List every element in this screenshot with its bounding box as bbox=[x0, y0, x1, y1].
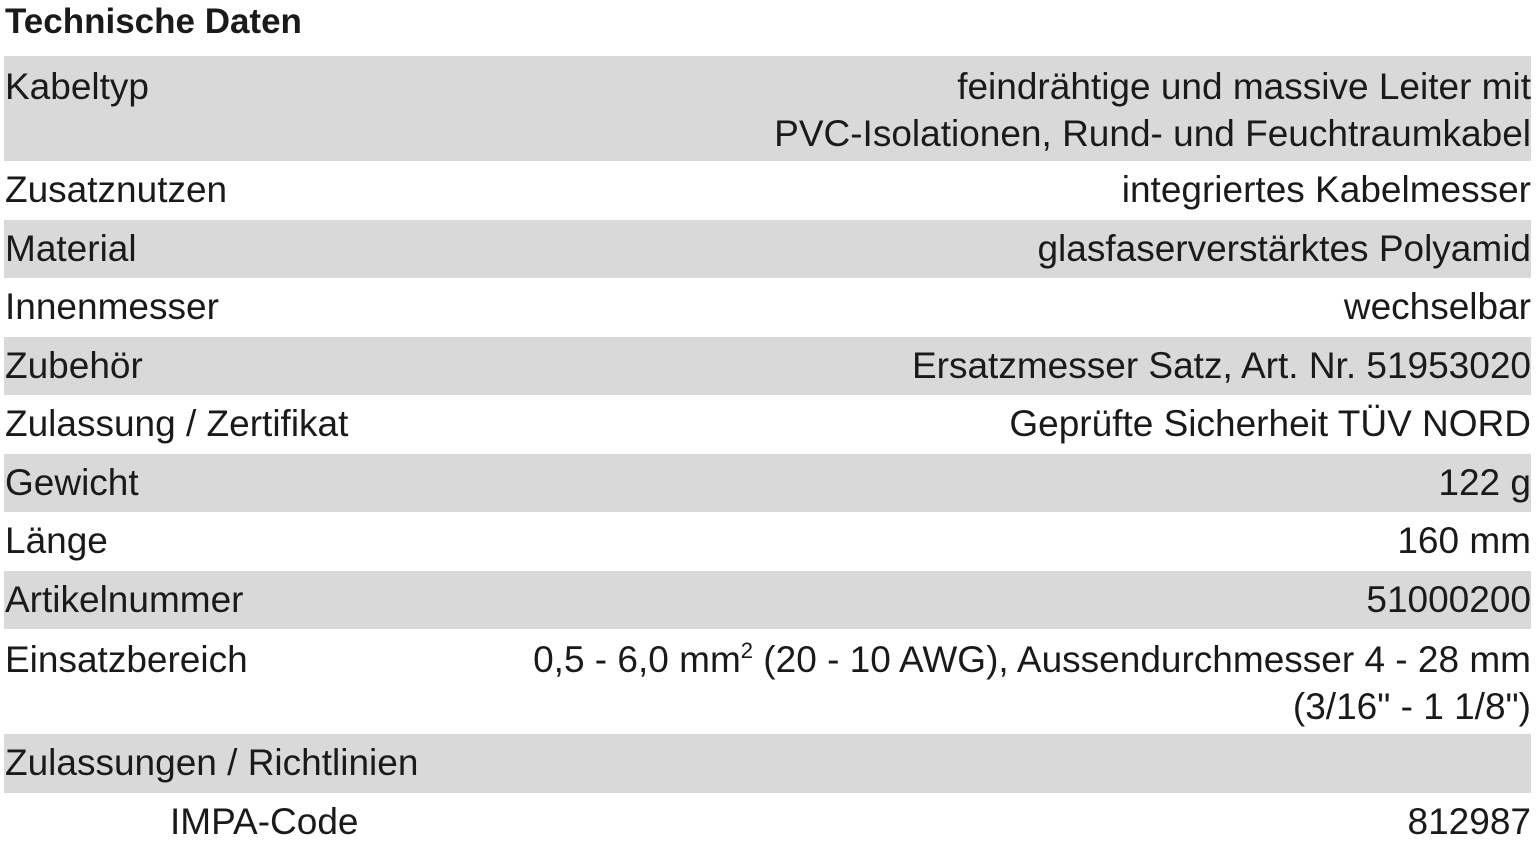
spec-value: glasfaserverstärktes Polyamid bbox=[1037, 227, 1531, 269]
spec-value: 812987 bbox=[1407, 800, 1531, 842]
spec-value: Ersatzmesser Satz, Art. Nr. 51953020 bbox=[911, 344, 1531, 386]
section-title: Technische Daten bbox=[5, 2, 302, 41]
spec-label: IMPA-Code bbox=[170, 800, 359, 842]
spec-row-gewicht bbox=[4, 454, 1531, 513]
spec-row-artikelnummer bbox=[4, 571, 1531, 630]
spec-row-kabeltyp bbox=[4, 56, 1531, 161]
spec-label: Artikelnummer bbox=[5, 578, 244, 620]
spec-row-zulassungen-richtlinien bbox=[4, 734, 1531, 793]
spec-row-impa-code bbox=[4, 793, 1531, 852]
spec-value-line-1: feindrähtige und massive Leiter mit bbox=[957, 66, 1531, 107]
spec-value: 122 g bbox=[1438, 461, 1531, 503]
spec-label: Zulassungen / Richtlinien bbox=[5, 742, 419, 783]
spec-label: Einsatzbereich bbox=[5, 639, 248, 680]
spec-label: Länge bbox=[5, 520, 108, 561]
spec-row-innenmesser bbox=[4, 278, 1531, 337]
spec-label: Material bbox=[5, 227, 137, 269]
spec-row-zusatznutzen bbox=[4, 161, 1531, 220]
spec-value-line-1 bbox=[248, 636, 1531, 683]
spec-label: Kabeltyp bbox=[5, 66, 149, 107]
spec-row-material bbox=[4, 220, 1531, 279]
spec-row-laenge bbox=[4, 512, 1531, 571]
spec-value: integriertes Kabelmesser bbox=[1121, 169, 1531, 210]
spec-value: 160 mm bbox=[1397, 520, 1531, 561]
spec-value bbox=[149, 63, 1531, 157]
spec-label: Zulassung / Zertifikat bbox=[5, 403, 349, 444]
spec-label: Zusatznutzen bbox=[5, 169, 228, 210]
spec-value-line-2: (3/16" - 1 1/8") bbox=[1292, 686, 1531, 727]
spec-value: 51000200 bbox=[1366, 578, 1531, 620]
specs-table bbox=[4, 56, 1531, 851]
spec-label: Zubehör bbox=[5, 344, 143, 386]
spec-row-zubehoer bbox=[4, 337, 1531, 396]
superscript-two: 2 bbox=[740, 638, 754, 663]
spec-value bbox=[248, 636, 1531, 730]
spec-label: Gewicht bbox=[5, 461, 139, 503]
spec-value: Geprüfte Sicherheit TÜV NORD bbox=[1009, 403, 1531, 444]
spec-value: wechselbar bbox=[1343, 286, 1531, 327]
spec-row-zulassung-zertifikat bbox=[4, 395, 1531, 454]
spec-value-post: (20 - 10 AWG), Aussendurchmesser 4 - 28 mm bbox=[753, 639, 1531, 680]
spec-value-line-2: PVC-Isolationen, Rund- und Feuchtraumkabel bbox=[774, 113, 1531, 154]
spec-row-einsatzbereich bbox=[4, 629, 1531, 734]
spec-label: Innenmesser bbox=[5, 286, 219, 327]
spec-value-pre: 0,5 - 6,0 mm bbox=[533, 639, 741, 680]
